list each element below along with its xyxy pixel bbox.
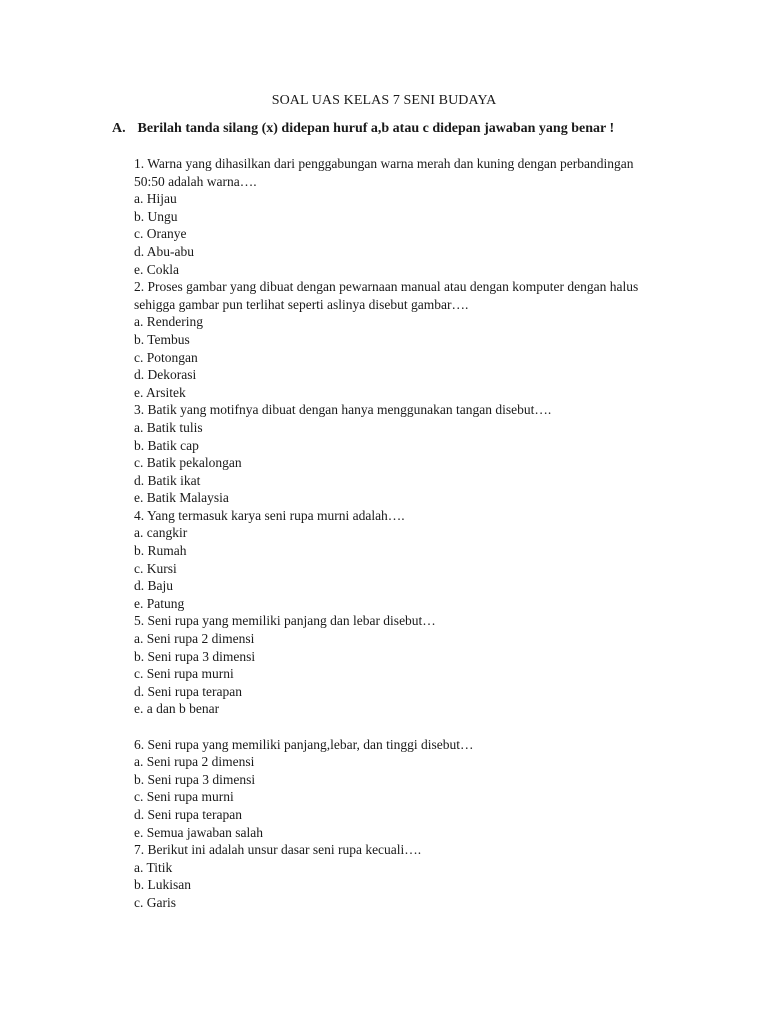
section-letter: A. (112, 121, 126, 136)
answer-option: e. a dan b benar (134, 701, 220, 717)
question-line: 50:50 adalah warna…. (134, 173, 257, 189)
answer-option: d. Dekorasi (134, 367, 197, 383)
answer-option: c. Seni rupa murni (134, 666, 234, 682)
answer-option: b. Seni rupa 3 dimensi (134, 648, 256, 664)
answer-option: d. Baju (134, 578, 173, 594)
answer-option: c. Garis (134, 894, 176, 910)
answer-option: a. Batik tulis (134, 419, 203, 435)
answer-option: e. Batik Malaysia (134, 490, 229, 506)
question-list (134, 155, 674, 912)
answer-option: e. Arsitek (134, 384, 186, 400)
answer-option: d. Abu-abu (134, 243, 194, 259)
question-line: sehigga gambar pun terlihat seperti aslinya disebut gambar…. (134, 296, 469, 312)
question-line: 3. Batik yang motifnya dibuat dengan hanya menggunakan tangan disebut…. (134, 402, 552, 418)
blank-line (134, 718, 674, 736)
answer-option: b. Batik cap (134, 437, 199, 453)
answer-option: c. Seni rupa murni (134, 789, 234, 805)
answer-option: b. Rumah (134, 543, 187, 559)
question-line: 1. Warna yang dihasilkan dari penggabungan warna merah dan kuning dengan perbandingan (134, 156, 634, 171)
question-line: 6. Seni rupa yang memiliki panjang,lebar, dan tinggi disebut… (134, 736, 474, 752)
answer-option: e. Cokla (134, 261, 179, 277)
answer-option: a. cangkir (134, 525, 188, 541)
answer-option: c. Oranye (134, 226, 187, 242)
question-line: 7. Berikut ini adalah unsur dasar seni rupa kecuali…. (134, 842, 422, 858)
answer-option: d. Seni rupa terapan (134, 683, 242, 699)
answer-option: c. Potongan (134, 349, 198, 365)
section-instruction (112, 121, 614, 137)
question-line: 2. Proses gambar yang dibuat dengan pewarnaan manual atau dengan komputer dengan halus (134, 279, 639, 295)
section-instruction-text: Berilah tanda silang (x) didepan huruf a,b atau c didepan jawaban yang benar ! (137, 121, 615, 136)
answer-option: c. Kursi (134, 560, 177, 576)
page-title: SOAL UAS KELAS 7 SENI BUDAYA (271, 93, 497, 108)
answer-option: e. Semua jawaban salah (134, 824, 263, 840)
answer-option: a. Hijau (134, 191, 177, 207)
answer-option: a. Titik (134, 859, 173, 875)
answer-option: a. Seni rupa 2 dimensi (134, 631, 255, 647)
answer-option: b. Ungu (134, 208, 178, 224)
answer-option: e. Patung (134, 595, 185, 611)
answer-option: a. Rendering (134, 314, 203, 330)
answer-option: d. Batik ikat (134, 472, 201, 488)
answer-option: b. Tembus (134, 331, 190, 347)
question-line: 4. Yang termasuk karya seni rupa murni adalah…. (134, 507, 405, 523)
answer-option: a. Seni rupa 2 dimensi (134, 754, 255, 770)
answer-option: d. Seni rupa terapan (134, 806, 242, 822)
answer-option: b. Seni rupa 3 dimensi (134, 771, 256, 787)
question-line: 5. Seni rupa yang memiliki panjang dan lebar disebut… (134, 613, 436, 629)
answer-option: c. Batik pekalongan (134, 455, 242, 471)
answer-option: b. Lukisan (134, 877, 191, 893)
